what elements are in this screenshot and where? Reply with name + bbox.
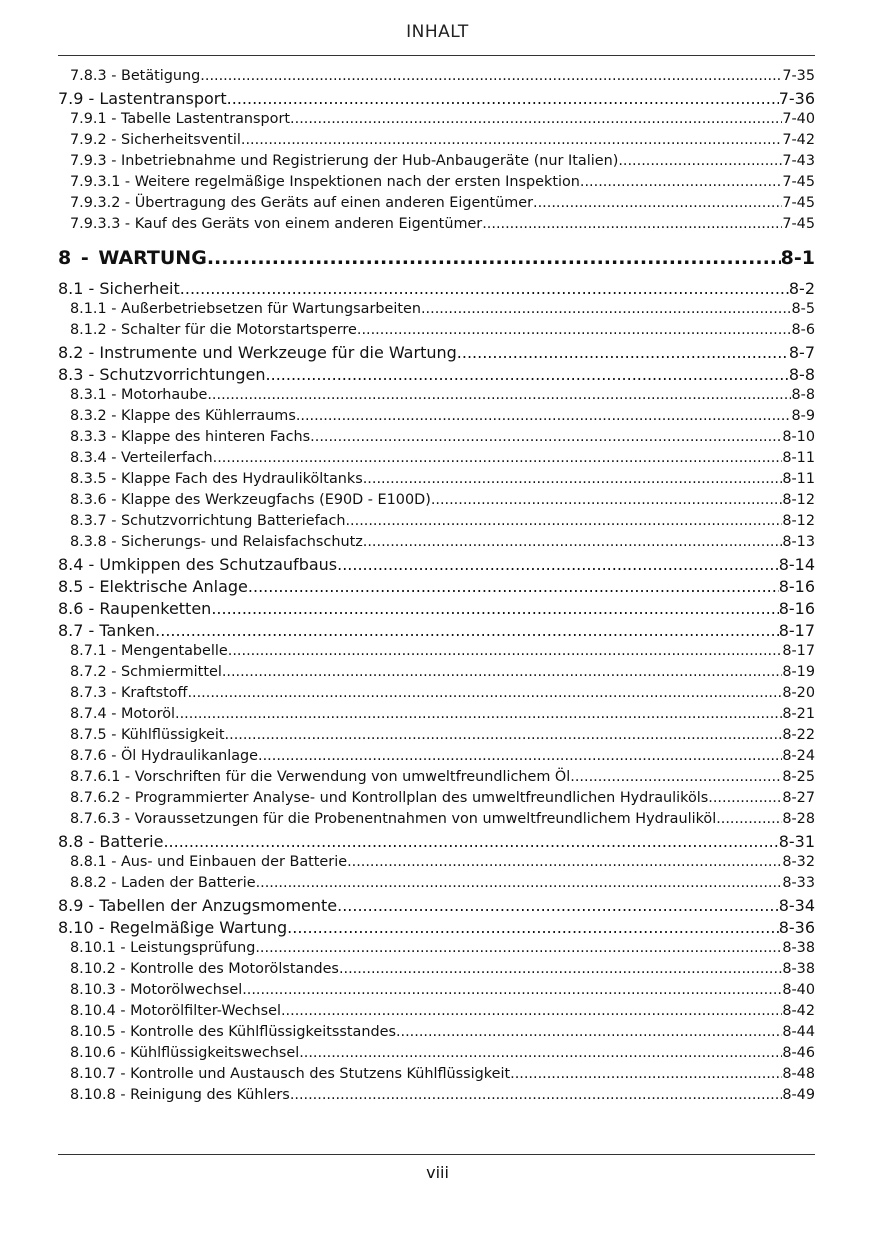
toc-entry-title: 8.7.6 - Öl Hydraulikanlage bbox=[70, 748, 259, 764]
toc-leader-dots bbox=[570, 769, 782, 785]
toc-leader-dots bbox=[248, 577, 779, 596]
toc-entry[interactable] bbox=[58, 748, 815, 769]
toc-entry[interactable] bbox=[58, 153, 815, 174]
toc-entry[interactable] bbox=[58, 599, 815, 621]
toc-entry-title: 8.3.3 - Klappe des hinteren Fachs bbox=[70, 429, 311, 445]
toc-entry[interactable] bbox=[58, 68, 815, 89]
toc-entry-page: 8-38 bbox=[782, 961, 815, 977]
toc-entry-title: 8.6 - Raupenketten bbox=[58, 599, 212, 618]
toc-entry[interactable] bbox=[58, 387, 815, 408]
toc-entry-page: 8-7 bbox=[788, 343, 815, 362]
toc-entry[interactable] bbox=[58, 111, 815, 132]
toc-entry-title: 8.1 - Sicherheit bbox=[58, 279, 180, 298]
toc-entry-page: 8-36 bbox=[778, 918, 815, 937]
toc-entry-page: 8-10 bbox=[782, 429, 815, 445]
toc-entry[interactable] bbox=[58, 896, 815, 918]
toc-entry-page: 8-19 bbox=[782, 664, 815, 680]
toc-entry-page: 8-21 bbox=[782, 706, 815, 722]
toc-entry-page: 8-24 bbox=[782, 748, 815, 764]
toc-entry-page: 8-34 bbox=[778, 896, 815, 915]
toc-entry[interactable] bbox=[58, 195, 815, 216]
toc-entry-page: 7-45 bbox=[782, 174, 815, 190]
toc-entry-title: 7.9.3.1 - Weitere regelmäßige Inspektionen nach der ersten Inspektion bbox=[70, 174, 580, 190]
toc-entry-page: 8-38 bbox=[782, 940, 815, 956]
toc-leader-dots bbox=[255, 940, 782, 956]
toc-entry[interactable] bbox=[58, 1066, 815, 1087]
toc-entry[interactable] bbox=[58, 492, 815, 513]
toc-leader-dots bbox=[290, 111, 782, 127]
toc-entry[interactable] bbox=[58, 769, 815, 790]
toc-leader-dots bbox=[290, 1087, 783, 1103]
toc-entry-title: 8.3.1 - Motorhaube bbox=[70, 387, 208, 403]
toc-leader-dots bbox=[207, 387, 791, 403]
toc-entry-page: 8-6 bbox=[791, 322, 815, 338]
toc-entry[interactable] bbox=[58, 132, 815, 153]
toc-entry-title: 8.3.4 - Verteilerfach bbox=[70, 450, 213, 466]
toc-entry-page: 8-13 bbox=[782, 534, 815, 550]
toc-entry-title: 8.10.8 - Reinigung des Kühlers bbox=[70, 1087, 290, 1103]
toc-entry-page: 7-42 bbox=[782, 132, 815, 148]
toc-entry-title: 8.10.7 - Kontrolle und Austausch des Stutzens Kühlflüssigkeit bbox=[70, 1066, 511, 1082]
toc-leader-dots bbox=[180, 279, 789, 298]
toc-entry[interactable] bbox=[58, 450, 815, 471]
toc-entry-title: 7.8.3 - Betätigung bbox=[70, 68, 201, 84]
toc-leader-dots bbox=[482, 216, 782, 232]
toc-entry[interactable] bbox=[58, 365, 815, 387]
toc-leader-dots bbox=[228, 643, 783, 659]
toc-entry[interactable] bbox=[58, 577, 815, 599]
toc-leader-dots bbox=[287, 918, 779, 937]
toc-entry[interactable] bbox=[58, 854, 815, 875]
toc-entry-page: 8-49 bbox=[782, 1087, 815, 1103]
toc-entry-page: 8-27 bbox=[782, 790, 815, 806]
toc-entry[interactable] bbox=[58, 1045, 815, 1066]
toc-leader-dots bbox=[431, 492, 783, 508]
toc-leader-dots bbox=[533, 195, 782, 211]
toc-entry-title: 8.3.7 - Schutzvorrichtung Batteriefach bbox=[70, 513, 346, 529]
toc-entry[interactable] bbox=[58, 875, 815, 896]
toc-entry[interactable] bbox=[58, 643, 815, 664]
toc-entry-title: 8.7.3 - Kraftstoff bbox=[70, 685, 188, 701]
toc-leader-dots bbox=[339, 961, 782, 977]
toc-entry-title: 8.10.5 - Kontrolle des Kühlflüssigkeitsstandes bbox=[70, 1024, 396, 1040]
toc-chapter-entry[interactable] bbox=[58, 247, 815, 275]
toc-entry-title: 8.8 - Batterie bbox=[58, 832, 164, 851]
toc-leader-dots bbox=[207, 247, 781, 269]
toc-entry[interactable] bbox=[58, 940, 815, 961]
toc-entry-page: 8-11 bbox=[782, 471, 815, 487]
toc-leader-dots bbox=[716, 811, 782, 827]
toc-entry-page: 8-44 bbox=[782, 1024, 815, 1040]
toc-entry-page: 8-12 bbox=[782, 513, 815, 529]
toc-entry-page: 7-40 bbox=[782, 111, 815, 127]
toc-entry-title: 8.3 - Schutzvorrichtungen bbox=[58, 365, 266, 384]
toc-leader-dots bbox=[187, 685, 782, 701]
toc-entry[interactable] bbox=[58, 664, 815, 685]
toc-leader-dots bbox=[266, 365, 789, 384]
toc-leader-dots bbox=[363, 534, 783, 550]
toc-leader-dots bbox=[457, 343, 789, 362]
toc-entry-title: 8.5 - Elektrische Anlage bbox=[58, 577, 248, 596]
toc-entry-page: 8-8 bbox=[791, 387, 815, 403]
toc-entry-title: 7.9.2 - Sicherheitsventil bbox=[70, 132, 241, 148]
toc-entry-page: 8-16 bbox=[778, 577, 815, 596]
toc-leader-dots bbox=[242, 982, 782, 998]
toc-entry-title: 8.7.6.1 - Vorschriften für die Verwendung von umweltfreundlichem Öl bbox=[70, 769, 571, 785]
toc-entry[interactable] bbox=[58, 174, 815, 195]
toc-entry-page: 8-40 bbox=[782, 982, 815, 998]
toc-entry-page: 8-12 bbox=[782, 492, 815, 508]
toc-entry-title: 8.2 - Instrumente und Werkzeuge für die Wartung bbox=[58, 343, 457, 362]
toc-leader-dots bbox=[337, 555, 779, 574]
toc-leader-dots bbox=[347, 854, 782, 870]
toc-entry[interactable] bbox=[58, 471, 815, 492]
toc-entry-title: 8.3.5 - Klappe Fach des Hydrauliköltanks bbox=[70, 471, 363, 487]
toc-entry-page: 8-11 bbox=[782, 450, 815, 466]
toc-entry-page: 8-16 bbox=[778, 599, 815, 618]
toc-entry-title: 8.10.6 - Kühlflüssigkeitswechsel bbox=[70, 1045, 300, 1061]
toc-entry-page: 8-20 bbox=[782, 685, 815, 701]
toc-entry-title: 8.3.2 - Klappe des Kühlerraums bbox=[70, 408, 296, 424]
toc-leader-dots bbox=[296, 408, 792, 424]
header-divider bbox=[58, 55, 815, 56]
toc-entry-page: 8-1 bbox=[780, 247, 815, 269]
toc-entry[interactable] bbox=[58, 727, 815, 748]
toc-leader-dots bbox=[163, 832, 778, 851]
toc-entry-title: 8.7.6.2 - Programmierter Analyse- und Kontrollplan des umweltfreundlichen Hydrauliköls bbox=[70, 790, 709, 806]
toc-leader-dots bbox=[357, 322, 792, 338]
toc-entry[interactable] bbox=[58, 1003, 815, 1024]
toc-leader-dots bbox=[345, 513, 782, 529]
toc-entry[interactable] bbox=[58, 621, 815, 643]
toc-entry-title: 8.10.3 - Motorölwechsel bbox=[70, 982, 243, 998]
toc-leader-dots bbox=[155, 621, 779, 640]
toc-entry-title: 8 - WARTUNG bbox=[58, 247, 207, 269]
toc-entry-page: 8-33 bbox=[782, 875, 815, 891]
toc-entry[interactable] bbox=[58, 982, 815, 1003]
toc-entry-title: 8.7.5 - Kühlflüssigkeit bbox=[70, 727, 225, 743]
toc-entry-page: 8-9 bbox=[791, 408, 815, 424]
toc-entry-page: 7-36 bbox=[778, 89, 815, 108]
toc-entry-page: 7-35 bbox=[782, 68, 815, 84]
toc-entry[interactable] bbox=[58, 534, 815, 555]
toc-leader-dots bbox=[241, 132, 782, 148]
toc-entry[interactable] bbox=[58, 408, 815, 429]
toc-entry-page: 8-17 bbox=[778, 621, 815, 640]
toc-entry-page: 8-17 bbox=[782, 643, 815, 659]
toc-entry-page: 8-32 bbox=[782, 854, 815, 870]
toc-leader-dots bbox=[222, 664, 783, 680]
toc-entry[interactable] bbox=[58, 1024, 815, 1045]
toc-entry-page: 8-25 bbox=[782, 769, 815, 785]
footer-divider bbox=[58, 1154, 815, 1155]
toc-leader-dots bbox=[256, 875, 783, 891]
toc-entry-page: 8-22 bbox=[782, 727, 815, 743]
page-number: viii bbox=[426, 1163, 449, 1182]
toc-entry-title: 8.10.1 - Leistungsprüfung bbox=[70, 940, 256, 956]
toc-entry-title: 8.3.8 - Sicherungs- und Relaisfachschutz bbox=[70, 534, 363, 550]
toc-entry-page: 7-45 bbox=[782, 216, 815, 232]
toc-entry-title: 8.7.6.3 - Voraussetzungen für die Probenentnahmen von umweltfreundlichem Hydrauliköl bbox=[70, 811, 717, 827]
toc-entry[interactable] bbox=[58, 429, 815, 450]
table-of-contents bbox=[58, 68, 815, 1108]
toc-leader-dots bbox=[175, 706, 782, 722]
toc-entry[interactable] bbox=[58, 1087, 815, 1108]
toc-leader-dots bbox=[580, 174, 782, 190]
toc-entry-title: 8.7.1 - Mengentabelle bbox=[70, 643, 228, 659]
toc-leader-dots bbox=[213, 450, 783, 466]
toc-entry-page: 8-2 bbox=[788, 279, 815, 298]
toc-entry[interactable] bbox=[58, 513, 815, 534]
toc-entry-page: 8-28 bbox=[782, 811, 815, 827]
toc-entry-title: 7.9.3 - Inbetriebnahme und Registrierung der Hub-Anbaugeräte (nur Italien) bbox=[70, 153, 619, 169]
toc-entry[interactable] bbox=[58, 216, 815, 237]
toc-entry-title: 8.7.2 - Schmiermittel bbox=[70, 664, 222, 680]
toc-entry[interactable] bbox=[58, 322, 815, 343]
toc-leader-dots bbox=[708, 790, 782, 806]
toc-entry[interactable] bbox=[58, 555, 815, 577]
toc-leader-dots bbox=[225, 727, 783, 743]
toc-entry[interactable] bbox=[58, 279, 815, 301]
toc-entry-page: 8-31 bbox=[778, 832, 815, 851]
toc-entry[interactable] bbox=[58, 706, 815, 727]
toc-leader-dots bbox=[258, 748, 782, 764]
toc-entry-title: 7.9.3.2 - Übertragung des Geräts auf einen anderen Eigentümer bbox=[70, 195, 534, 211]
toc-leader-dots bbox=[396, 1024, 782, 1040]
toc-entry[interactable] bbox=[58, 89, 815, 111]
toc-entry-title: 7.9.1 - Tabelle Lastentransport bbox=[70, 111, 291, 127]
toc-leader-dots bbox=[299, 1045, 782, 1061]
toc-entry-title: 8.1.1 - Außerbetriebsetzen für Wartungsarbeiten bbox=[70, 301, 421, 317]
toc-entry[interactable] bbox=[58, 832, 815, 854]
toc-leader-dots bbox=[337, 896, 779, 915]
toc-entry-title: 8.10 - Regelmäßige Wartung bbox=[58, 918, 288, 937]
toc-entry[interactable] bbox=[58, 961, 815, 982]
toc-leader-dots bbox=[618, 153, 782, 169]
toc-entry-title: 8.9 - Tabellen der Anzugsmomente bbox=[58, 896, 338, 915]
toc-entry-title: 8.1.2 - Schalter für die Motorstartsperre bbox=[70, 322, 357, 338]
toc-entry[interactable] bbox=[58, 918, 815, 940]
toc-entry[interactable] bbox=[58, 343, 815, 365]
toc-leader-dots bbox=[421, 301, 792, 317]
toc-entry[interactable] bbox=[58, 685, 815, 706]
toc-entry-title: 8.7.4 - Motoröl bbox=[70, 706, 176, 722]
toc-leader-dots bbox=[310, 429, 782, 445]
toc-leader-dots bbox=[200, 68, 782, 84]
toc-entry-title: 8.10.2 - Kontrolle des Motorölstandes bbox=[70, 961, 339, 977]
toc-entry-page: 8-8 bbox=[788, 365, 815, 384]
page-header-title: INHALT bbox=[406, 22, 469, 42]
toc-entry-title: 8.3.6 - Klappe des Werkzeugfachs (E90D - E100D) bbox=[70, 492, 431, 508]
toc-entry-title: 8.10.4 - Motorölfilter-Wechsel bbox=[70, 1003, 281, 1019]
toc-entry[interactable] bbox=[58, 790, 815, 811]
toc-entry-title: 8.7 - Tanken bbox=[58, 621, 156, 640]
toc-entry-page: 8-5 bbox=[791, 301, 815, 317]
toc-entry-title: 8.8.2 - Laden der Batterie bbox=[70, 875, 256, 891]
toc-entry[interactable] bbox=[58, 301, 815, 322]
toc-entry-page: 7-45 bbox=[782, 195, 815, 211]
toc-entry[interactable] bbox=[58, 811, 815, 832]
toc-entry-title: 7.9 - Lastentransport bbox=[58, 89, 227, 108]
toc-entry-title: 8.8.1 - Aus- und Einbauen der Batterie bbox=[70, 854, 348, 870]
toc-entry-page: 8-48 bbox=[782, 1066, 815, 1082]
toc-leader-dots bbox=[211, 599, 778, 618]
toc-entry-title: 7.9.3.3 - Kauf des Geräts von einem anderen Eigentümer bbox=[70, 216, 483, 232]
toc-leader-dots bbox=[281, 1003, 782, 1019]
toc-entry-page: 8-14 bbox=[778, 555, 815, 574]
toc-entry-page: 7-43 bbox=[782, 153, 815, 169]
toc-leader-dots bbox=[363, 471, 783, 487]
toc-entry-page: 8-46 bbox=[782, 1045, 815, 1061]
toc-entry-title: 8.4 - Umkippen des Schutzaufbaus bbox=[58, 555, 338, 574]
toc-leader-dots bbox=[510, 1066, 782, 1082]
toc-entry-page: 8-42 bbox=[782, 1003, 815, 1019]
toc-leader-dots bbox=[227, 89, 779, 108]
